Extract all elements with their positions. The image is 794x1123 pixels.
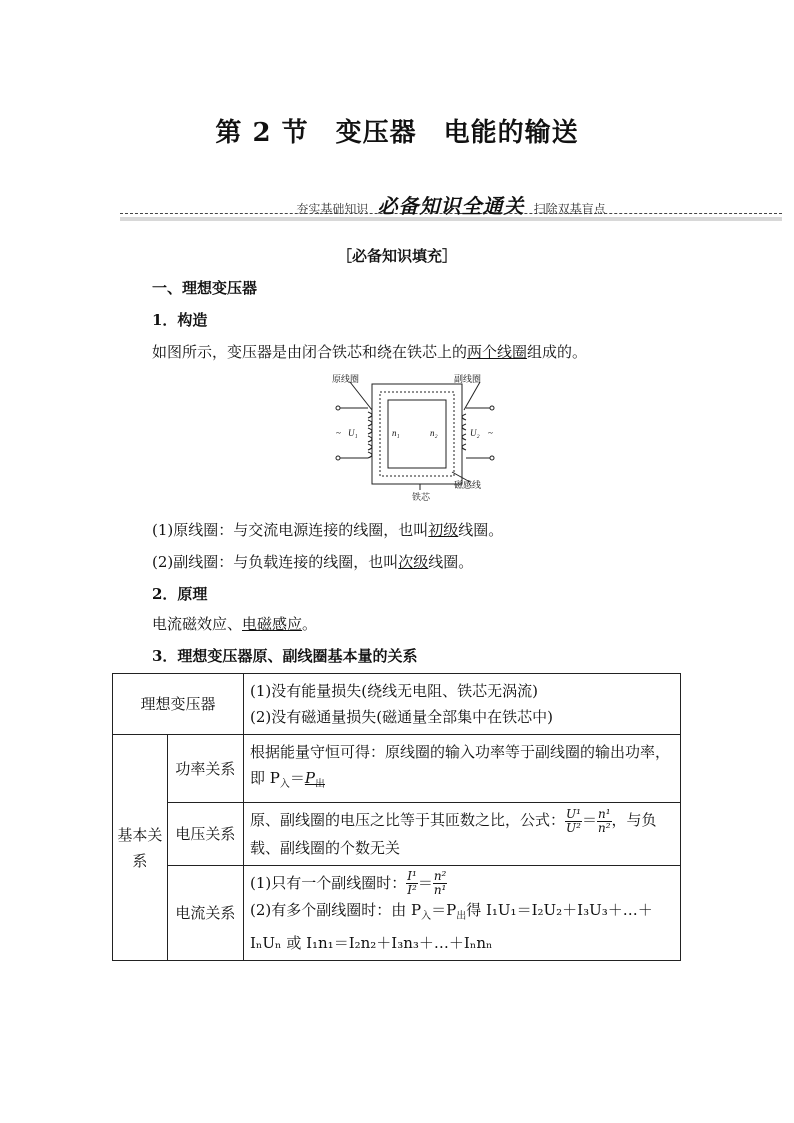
page-title: 第 2 节 变压器 电能的输送	[215, 118, 579, 148]
label-flux: 磁感线	[454, 480, 482, 490]
label-secondary: 副线圈	[454, 374, 482, 384]
label-n2: n₂	[430, 428, 438, 438]
transformer-diagram	[330, 372, 500, 502]
paragraph-structure: 如图所示，变压器是由闭合铁芯和绕在铁芯上的两个线圈组成的。	[152, 343, 588, 361]
heading-structure: 1．构造	[152, 311, 208, 329]
label-n1: n₁	[392, 428, 400, 438]
cell-voltage-label: 电压关系	[167, 803, 243, 866]
primary-coil	[368, 412, 372, 458]
cell-voltage-desc: 原、副线圈的电压之比等于其匝数之比，公式： $\frac{\text{U¹}}{\text{U²}}$ ＝ $\frac{\text{n¹}}{\text{n²}}$ ，与负载、副线圈的个数无关	[244, 803, 681, 866]
label-u1: U₁	[348, 428, 358, 438]
cell-ideal-desc: (1)没有能量损失(绕线无电阻、铁芯无涡流) (2)没有磁通量损失(磁通量全部集中在铁芯中)	[244, 674, 681, 735]
fraction-n: $\frac{\text{n¹}}{\text{n²}}$	[597, 806, 611, 835]
banner-right: 扫除双基盲点	[533, 202, 606, 216]
cell-power-desc: 根据能量守恒可得：原线圈的输入功率等于副线圈的输出功率，即 $P_入=P_出$	[244, 735, 681, 803]
def-secondary: (2)副线圈：与负载连接的线圈，也叫次级线圈。	[152, 553, 474, 571]
section-heading: ［必备知识填充］	[336, 247, 457, 265]
heading-principle: 2．原理	[152, 585, 208, 603]
fraction-n2: $\frac{\text{n²}}{\text{n¹}}$	[433, 869, 447, 897]
fraction-u: $\frac{\text{U¹}}{\text{U²}}$	[566, 806, 581, 835]
section-banner	[120, 190, 782, 224]
banner-center: 必备知识全通关	[377, 194, 525, 218]
label-ac-left: ~	[336, 428, 341, 438]
label-primary: 原线圈	[332, 374, 360, 384]
table-row	[113, 735, 681, 803]
heading-relations: 3．理想变压器原、副线圈基本量的关系	[152, 647, 418, 665]
label-ac-right: ~	[488, 428, 493, 438]
def-primary: (1)原线圈：与交流电源连接的线圈，也叫初级线圈。	[152, 521, 504, 539]
table-row	[113, 674, 681, 735]
cell-current-label: 电流关系	[167, 865, 243, 961]
heading-ideal-transformer: 一、理想变压器	[152, 279, 258, 297]
cell-power-label: 功率关系	[167, 735, 243, 803]
relations-table	[112, 673, 681, 961]
cell-group: 基本关系	[113, 735, 168, 961]
iron-core-outer	[372, 384, 462, 484]
table-row	[113, 865, 681, 961]
banner-left: 夯实基础知识	[296, 202, 369, 216]
table-row	[113, 803, 681, 866]
paragraph-principle: 电流磁效应、电磁感应。	[152, 615, 318, 633]
cell-current-desc: (1)只有一个副线圈时： $\frac{\text{I¹}}{\text{I²}}$ ＝ $\frac{\text{n²}}{\text{n¹}}$ (2)有多个副线圈时：由 $P_入=P_出$得 I₁U₁＝I₂U₂＋I₃U₃＋…＋IₙUₙ 或 I₁n₁＝I₂n₂＋I₃n₃＋…＋Iₙnₙ	[244, 865, 681, 961]
label-u2: U₂	[470, 428, 480, 438]
fraction-i: $\frac{\text{I¹}}{\text{I²}}$	[407, 869, 417, 897]
secondary-coil	[462, 414, 466, 450]
cell-ideal-head: 理想变压器	[113, 674, 244, 735]
label-core: 铁芯	[412, 492, 431, 502]
